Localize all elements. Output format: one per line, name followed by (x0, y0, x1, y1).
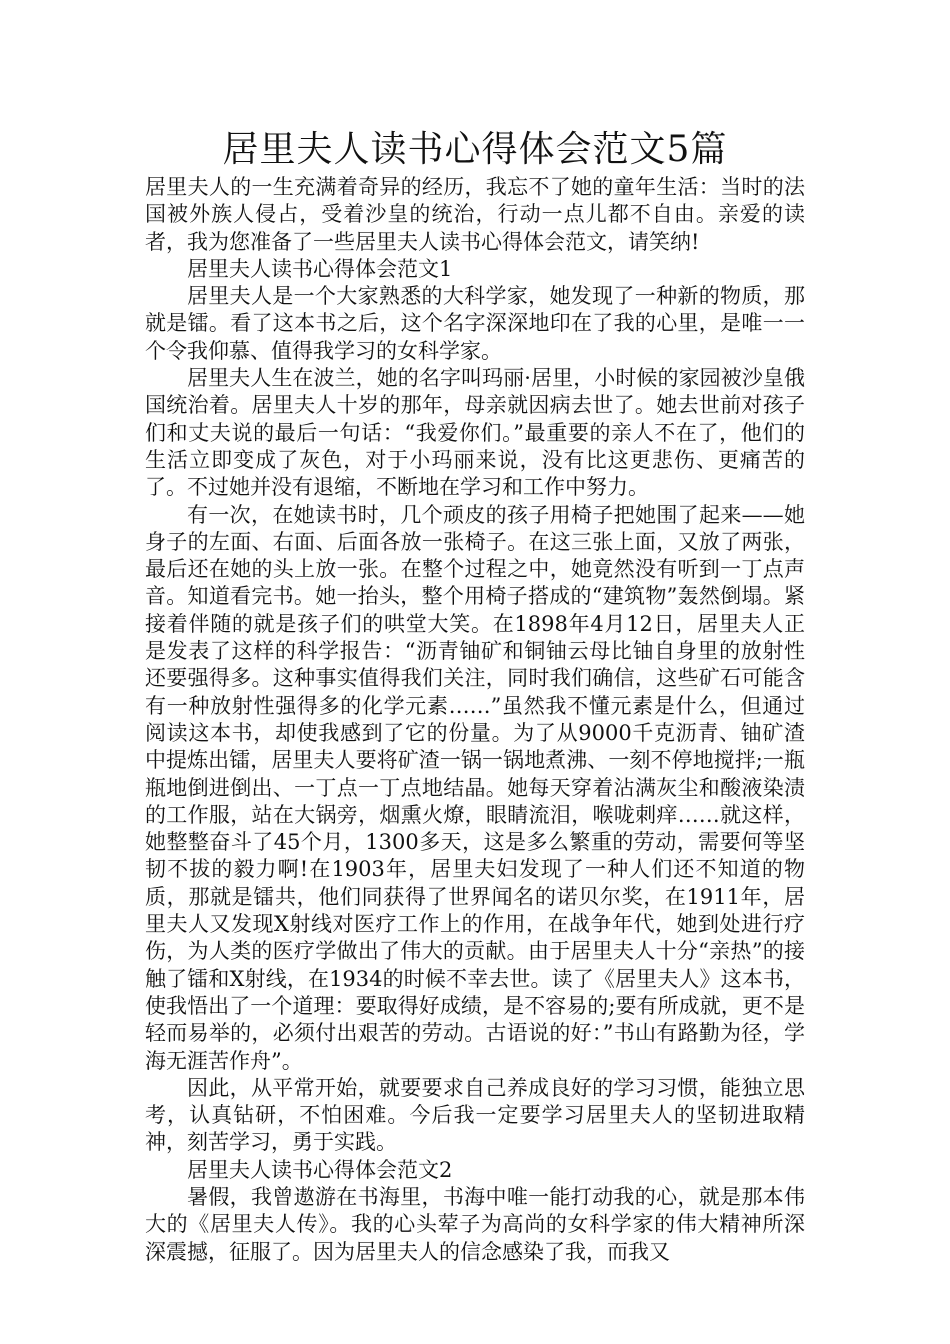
section1-paragraph-4: 因此，从平常开始，就要要求自己养成良好的学习习惯，能独立思考，认真钻研，不怕困难。今后我一定要学习居里夫人的坚韧进取精神，刻苦学习，勇于实践。 (145, 1075, 805, 1155)
section2-paragraph-1: 暑假，我曾遨游在书海里，书海中唯一能打动我的心，就是那本伟大的《居里夫人传》。我的心头荤子为高尚的女科学家的伟大精神所深深震撼，征服了。因为居里夫人的信念感染了我，而我又 (145, 1184, 805, 1264)
section1-paragraph-3: 有一次，在她读书时，几个顽皮的孩子用椅子把她围了起来——她身子的左面、右面、后面各放一张椅子。在这三张上面，又放了两张，最后还在她的头上放一张。在整个过程之中，她竟然没有听到一丁点声音。知道看完书。她一抬头，整个用椅子搭成的“建筑物”轰然倒塌。紧接着伴随的就是孩子们的哄堂大笑。在1898年4月12日，居里夫人正是发表了这样的科学报告：“沥青铀矿和铜铀云母比铀自身里的放射性还要强得多。这种事实值得我们关注，同时我们确信，这些矿石可能含有一种放射性强得多的化学元素……”虽然我不懂元素是什么，但通过阅读这本书，却使我感到了它的份量。为了从9000千克沥青、铀矿渣中提炼出镭，居里夫人要将矿渣一锅一锅地煮沸、一刻不停地搅拌;一瓶瓶地倒进倒出、一丁点一丁点地结晶。她每天穿着沾满灰尘和酸液染渍的工作服，站在大锅旁，烟熏火燎，眼睛流泪，喉咙刺痒……就这样，她整整奋斗了45个月，1300多天，这是多么繁重的劳动，需要何等坚韧不拔的毅力啊!在1903年，居里夫妇发现了一种人们还不知道的物质，那就是镭共，他们同获得了世界闻名的诺贝尔奖，在1911年，居里夫人又发现X射线对医疗工作上的作用，在战争年代，她到处进行疗伤，为人类的医疗学做出了伟大的贡献。由于居里夫人十分“亲热”的接触了镭和X射线，在1934的时候不幸去世。读了《居里夫人》这本书，使我悟出了一个道理：要取得好成绩，是不容易的;要有所成就，更不是轻而易举的，必须付出艰苦的劳动。古语说的好：”书山有路勤为径，学海无涯苦作舟”。 (145, 502, 805, 1073)
intro-paragraph: 居里夫人的一生充满着奇异的经历，我忘不了她的童年生活：当时的法国被外族人侵占，受着沙皇的统治，行动一点儿都不自由。亲爱的读者，我为您准备了一些居里夫人读书心得体会范文，请笑纳! (145, 175, 805, 254)
document-title: 居里夫人读书心得体会范文5篇 (222, 129, 728, 170)
section1-paragraph-1: 居里夫人是一个大家熟悉的大科学家，她发现了一种新的物质，那就是镭。看了这本书之后，这个名字深深地印在了我的心里，是唯一一个令我仰慕、值得我学习的女科学家。 (145, 284, 805, 363)
section-heading-1: 居里夫人读书心得体会范文1 (187, 256, 453, 281)
section1-paragraph-2: 居里夫人生在波兰，她的名字叫玛丽·居里，小时候的家园被沙皇俄国统治着。居里夫人十岁的那年，母亲就因病去世了。她去世前对孩子们和丈夫说的最后一句话：“我爱你们。”最重要的亲人不在了，他们的生活立即变成了灰色，对于小玛丽来说，没有比这更悲伤、更痛苦的了。不过她并没有退缩，不断地在学习和工作中努力。 (145, 366, 805, 500)
document-page (145, 128, 805, 1266)
section-heading-2: 居里夫人读书心得体会范文2 (187, 1157, 453, 1182)
